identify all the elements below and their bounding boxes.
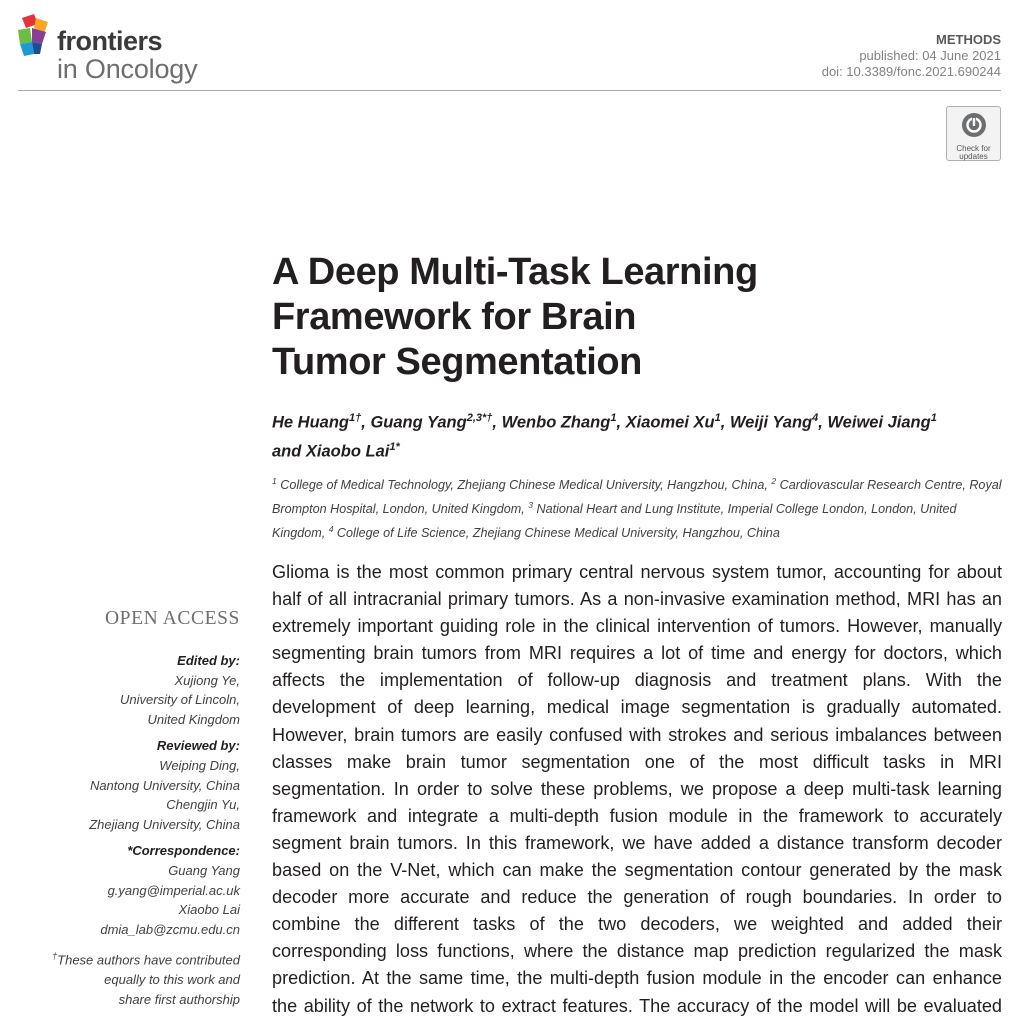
abstract-line: Glioma is the most common primary central nervous system tumor, accounting for about	[272, 562, 1002, 582]
abstract-line: segmenting brain tumors from MRI requires a lot of time and energy for doctors, which	[272, 643, 1002, 664]
journal-name: in Oncology	[57, 54, 198, 84]
article-meta	[822, 32, 1001, 80]
abstract-line: However, brain tumors are easily confused with strokes and serious imbalances between	[272, 724, 1002, 745]
author-affil-sup: 1*	[389, 440, 400, 453]
author-name[interactable]: and Xiaobo Lai	[272, 442, 390, 460]
author-affil-sup: 1†	[349, 412, 362, 424]
check-updates-icon	[961, 112, 987, 138]
abstract-line: decoder more accurate and reduce the generation of rough boundaries. In order to	[272, 887, 1002, 908]
author-name[interactable]: Guang Yang	[370, 413, 467, 432]
reviewed-by-heading: Reviewed by:	[156, 738, 240, 754]
article-title	[272, 250, 892, 385]
author-name[interactable]: Xiaomei Xu	[625, 413, 715, 432]
reviewer-line: Weiping Ding,	[159, 757, 240, 773]
affil-sup: 2	[771, 476, 777, 486]
editor-line: University of Lincoln,	[120, 692, 240, 708]
note-line: equally to this work and	[104, 972, 240, 988]
published-date: published: 04 June 2021	[859, 48, 1001, 63]
doi-link[interactable]: doi: 10.3389/fonc.2021.690244	[821, 64, 1001, 79]
check-for-updates-button[interactable]	[946, 106, 1001, 161]
author-affil-sup: 1	[610, 412, 617, 424]
affil-sup: 4	[328, 524, 334, 535]
editor-line: Xujiong Ye,	[174, 672, 240, 688]
affil-text: College of Medical Technology, Zhejiang Chinese Medical University, Hangzhou, China,	[276, 478, 772, 493]
correspondence-heading: *Correspondence:	[127, 843, 240, 859]
dagger-symbol: †	[52, 951, 58, 962]
reviewer-line: Chengjin Yu,	[166, 797, 240, 813]
check-updates-label: Check for updates	[956, 144, 991, 161]
affil-text: National Heart and Lung Institute, Imperial College London, London, United Kingdom,	[272, 502, 957, 541]
abstract-line: prediction. At the same time, the multi-depth fusion module in the encoder can enhance	[272, 968, 1002, 989]
correspondent-name: Guang Yang	[168, 862, 240, 878]
abstract-line: segmentation. In order to solve these problems, we propose a deep multi-task learning	[272, 778, 1002, 799]
author-name[interactable]: Wenbo Zhang	[501, 413, 611, 432]
journal-logo[interactable]	[18, 14, 238, 86]
title-line: Framework for Brain	[272, 296, 637, 338]
author-name[interactable]: He Huang	[272, 413, 350, 432]
abstract-line: the ability of the network to extract features. The accuracy of the model will be evaluated	[272, 995, 1002, 1016]
abstract-line: corresponding loss functions, where the distance map prediction regularized the mask	[272, 941, 1002, 962]
correspondence-section	[18, 841, 240, 939]
abstract-line: framework and integrate a multi-depth fusion module in the framework to accurately	[272, 805, 1002, 826]
correspondent-name: Xiaobo Lai	[178, 902, 240, 918]
edited-by-section	[18, 651, 240, 729]
title-line: Tumor Segmentation	[272, 341, 642, 383]
author-name[interactable]: Weiwei Jiang	[827, 413, 931, 432]
title-line: A Deep Multi-Task Learning	[272, 251, 758, 293]
note-line: share first authorship	[118, 991, 240, 1007]
article-type: METHODS	[936, 32, 1001, 47]
correspondent-email[interactable]: g.yang@imperial.ac.uk	[107, 882, 240, 898]
reviewer-line: Zhejiang University, China	[89, 816, 240, 832]
abstract-line: development of deep learning, medical image segmentation is gradually automated.	[272, 697, 1002, 718]
abstract-line: classes make brain tumor segmentation one of the most difficult tasks in MRI	[272, 751, 1002, 772]
author-name[interactable]: Weiji Yang	[729, 413, 813, 432]
open-access-label: OPEN ACCESS	[104, 608, 240, 629]
reviewed-by-section	[18, 736, 240, 834]
reviewer-line: Nantong University, China	[89, 777, 240, 793]
equal-contribution-note	[18, 947, 240, 1009]
author-affil-sup: 2,3*†	[466, 412, 493, 424]
correspondent-email[interactable]: dmia_lab@zcmu.edu.cn	[100, 921, 240, 937]
abstract-line: based on the V-Net, which can make the segmentation contour generated by the mask	[272, 860, 1002, 881]
author-affil-sup: 4	[812, 412, 819, 424]
affil-sup: 3	[528, 500, 533, 511]
affil-text: Cardiovascular Research Centre, Royal Brompton Hospital, London, United Kingdom,	[272, 478, 1002, 517]
editor-line: United Kingdom	[147, 711, 240, 727]
author-list: He Huang$^{1\dagger}$, Guang Yang$^{2,3*\dagger}$, Wenbo Zhang$^1$, Xiaomei Xu$^1$, Weiji Yang$^4$, Weiwei Jiang$^1$ and Xiaobo Lai$^{1*}$	[272, 412, 937, 460]
author-affil-sup: 1	[714, 412, 721, 424]
abstract-line: half of all intracranial primary tumors. As a non-invasive examination method, MRI has an	[272, 589, 1002, 610]
note-line: †These authors have contributed	[52, 951, 240, 968]
header-divider	[18, 90, 1001, 91]
journal-brand: frontiers	[57, 26, 163, 56]
author-affil-sup: 1	[930, 412, 937, 424]
affil-text: College of Life Science, Zhejiang Chinese Medical University, Hangzhou, China	[333, 526, 780, 541]
abstract-line: combine the different tasks of the two decoders, we weighted and added their	[272, 914, 1002, 935]
abstract-line: segment brain tumors. In this framework, we have added a distance transform decoder	[272, 832, 1002, 853]
abstract-line: extremely important guiding role in the clinical intervention of tumors. However, manually	[272, 616, 1002, 637]
affiliations	[272, 471, 1002, 544]
edited-by-heading: Edited by:	[177, 653, 240, 668]
frontiers-logo-icon	[18, 14, 54, 60]
abstract-line: affects the implementation of follow-up diagnosis and treatment plans. With the	[272, 670, 1002, 691]
affil-sup: 1	[272, 476, 277, 486]
abstract	[272, 559, 1002, 1020]
article-sidebar	[18, 651, 240, 1009]
